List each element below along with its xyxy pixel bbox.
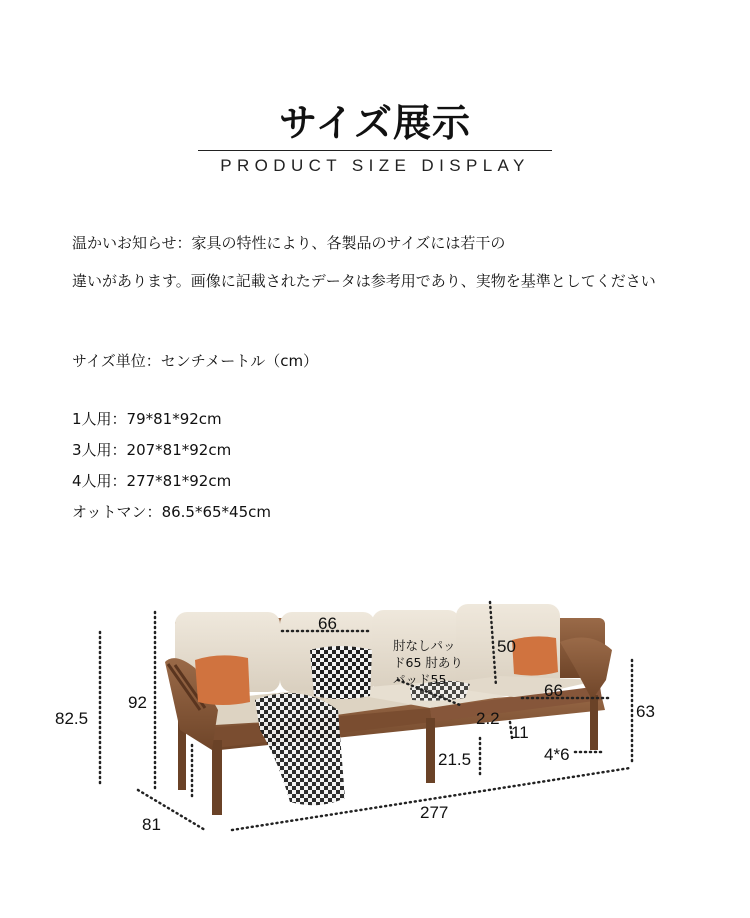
orange-pillow xyxy=(195,655,250,705)
size-item xyxy=(72,470,271,501)
dim-arm-height: 63 xyxy=(636,702,655,721)
notice-line-1: 温かいお知らせ：家具の特性により、各製品のサイズには若干の xyxy=(72,234,506,252)
sofa-dimension-figure xyxy=(0,590,750,890)
size-item-label: 4人用： xyxy=(72,472,127,490)
notice-line-2: 違いがあります。画像に記載されたデータは参考用であり、実物を基準としてください xyxy=(72,272,656,290)
size-item-label: 3人用： xyxy=(72,441,127,459)
armrest-note-line-2: ド65 肘あり xyxy=(393,655,463,670)
armrest-note-line-1: 肘なしパッ xyxy=(393,638,456,653)
size-item-label: 1人用： xyxy=(72,410,127,428)
size-item xyxy=(72,408,271,439)
sofa-leg xyxy=(426,718,435,783)
title-divider xyxy=(198,150,552,151)
throw-blanket xyxy=(255,693,345,805)
dim-width: 277 xyxy=(420,803,449,822)
size-item xyxy=(72,439,271,470)
sofa-illustration xyxy=(165,604,612,815)
size-item-value: 79*81*92cm xyxy=(126,410,222,428)
sofa-leg xyxy=(212,740,222,815)
size-unit-label: サイズ単位：センチメートル（cm） xyxy=(72,352,319,370)
dim-gap: 2.2 xyxy=(476,709,500,728)
size-item-value: 207*81*92cm xyxy=(126,441,232,459)
dim-leg-section: 4*6 xyxy=(544,745,570,764)
size-item-value: 86.5*65*45cm xyxy=(161,503,271,521)
dim-height-back: 92 xyxy=(128,693,147,712)
size-item-label: オットマン： xyxy=(72,503,162,521)
dim-depth: 81 xyxy=(142,815,161,834)
dim-seat-thickness: 11 xyxy=(511,723,529,742)
size-item-value: 277*81*92cm xyxy=(126,472,232,490)
houndstooth-pillow xyxy=(310,646,372,699)
dim-back-height: 50 xyxy=(497,637,516,656)
orange-pillow xyxy=(512,636,558,675)
sofa-leg xyxy=(590,695,598,750)
dim-top-seat-width: 66 xyxy=(318,614,337,633)
size-list xyxy=(72,408,271,532)
size-item xyxy=(72,501,271,532)
dim-leg-height: 21.5 xyxy=(438,750,472,769)
page-subtitle: PRODUCT SIZE DISPLAY xyxy=(220,156,530,175)
page-title: サイズ展示 xyxy=(279,101,471,145)
dim-seat-width: 66 xyxy=(544,681,563,700)
dim-height-total: 82.5 xyxy=(55,709,89,728)
armrest-note-line-3: パッド55 xyxy=(393,672,447,687)
